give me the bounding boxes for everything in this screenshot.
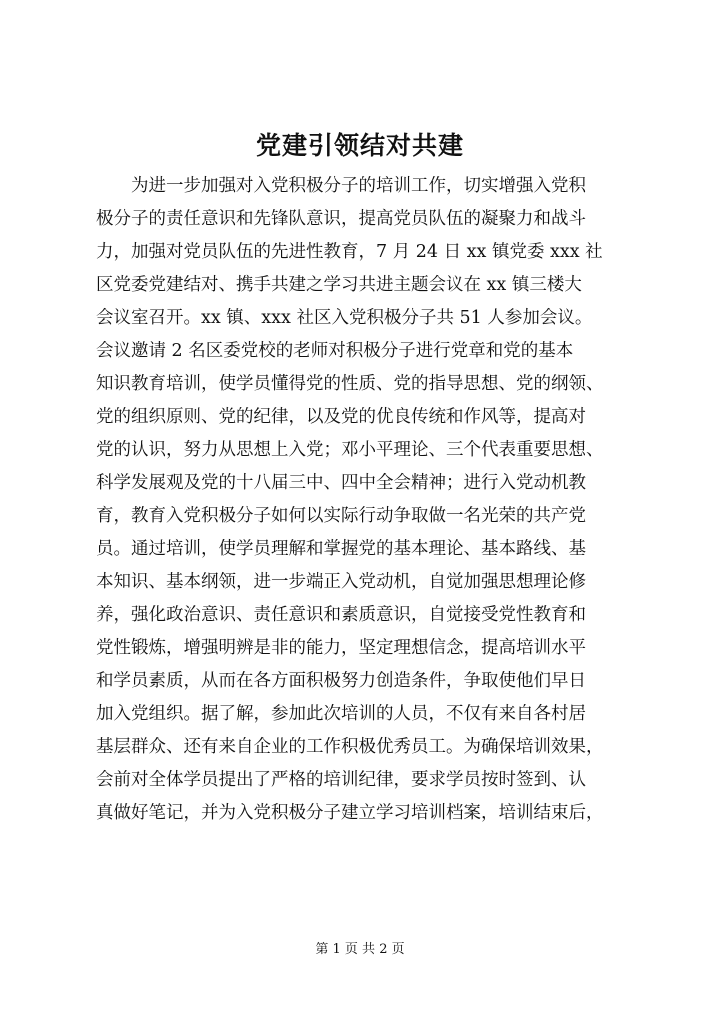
body-line: 会议邀请 2 名区委党校的老师对积极分子进行党章和党的基本 [96, 341, 574, 361]
body-line: 党的认识，努力从思想上入党；邓小平理论、三个代表重要思想、 [96, 440, 604, 460]
body-line: 知识教育培训，使学员懂得党的性质、党的指导思想、党的纲领、 [96, 374, 604, 394]
body-line: 养，强化政治意识、责任意识和素质意识，自觉接受党性教育和 [96, 605, 586, 625]
body-line: 党的组织原则、党的纪律，以及党的优良传统和作风等，提高对 [96, 407, 586, 427]
page-footer: 第 1 页 共 2 页 [315, 942, 405, 957]
body-line: 科学发展观及党的十八届三中、四中全会精神；进行入党动机教 [96, 473, 586, 493]
body-line: 育，教育入党积极分子如何以实际行动争取做一名光荣的共产党 [96, 506, 586, 526]
body-line: 真做好笔记，并为入党积极分子建立学习培训档案，培训结束后， [96, 803, 604, 823]
body-line: 力，加强对党员队伍的先进性教育，7 月 24 日 xx 镇党委 xxx 社 [96, 242, 603, 262]
body-line: 党性锻炼，增强明辨是非的能力，坚定理想信念，提高培训水平 [96, 638, 586, 658]
document-title: 党建引领结对共建 [255, 131, 464, 160]
body-line: 员。通过培训，使学员理解和掌握党的基本理论、基本路线、基 [96, 539, 586, 559]
body-line: 区党委党建结对、携手共建之学习共进主题会议在 xx 镇三楼大 [96, 275, 582, 295]
body-line: 会前对全体学员提出了严格的培训纪律，要求学员按时签到、认 [96, 770, 586, 790]
body-line: 极分子的责任意识和先锋队意识，提高党员队伍的凝聚力和战斗 [96, 209, 586, 229]
body-line: 和学员素质，从而在各方面积极努力创造条件，争取使他们早日 [96, 671, 586, 691]
body-line: 会议室召开。xx 镇、xxx 社区入党积极分子共 51 人参加会议。 [96, 308, 593, 328]
body-line: 加入党组织。据了解，参加此次培训的人员，不仅有来自各村居 [96, 704, 586, 724]
body-line: 本知识、基本纲领，进一步端正入党动机，自觉加强思想理论修 [96, 572, 586, 592]
body-line: 基层群众、还有来自企业的工作积极优秀员工。为确保培训效果， [96, 737, 604, 757]
body-line: 为进一步加强对入党积极分子的培训工作，切实增强入党积 [96, 176, 586, 196]
